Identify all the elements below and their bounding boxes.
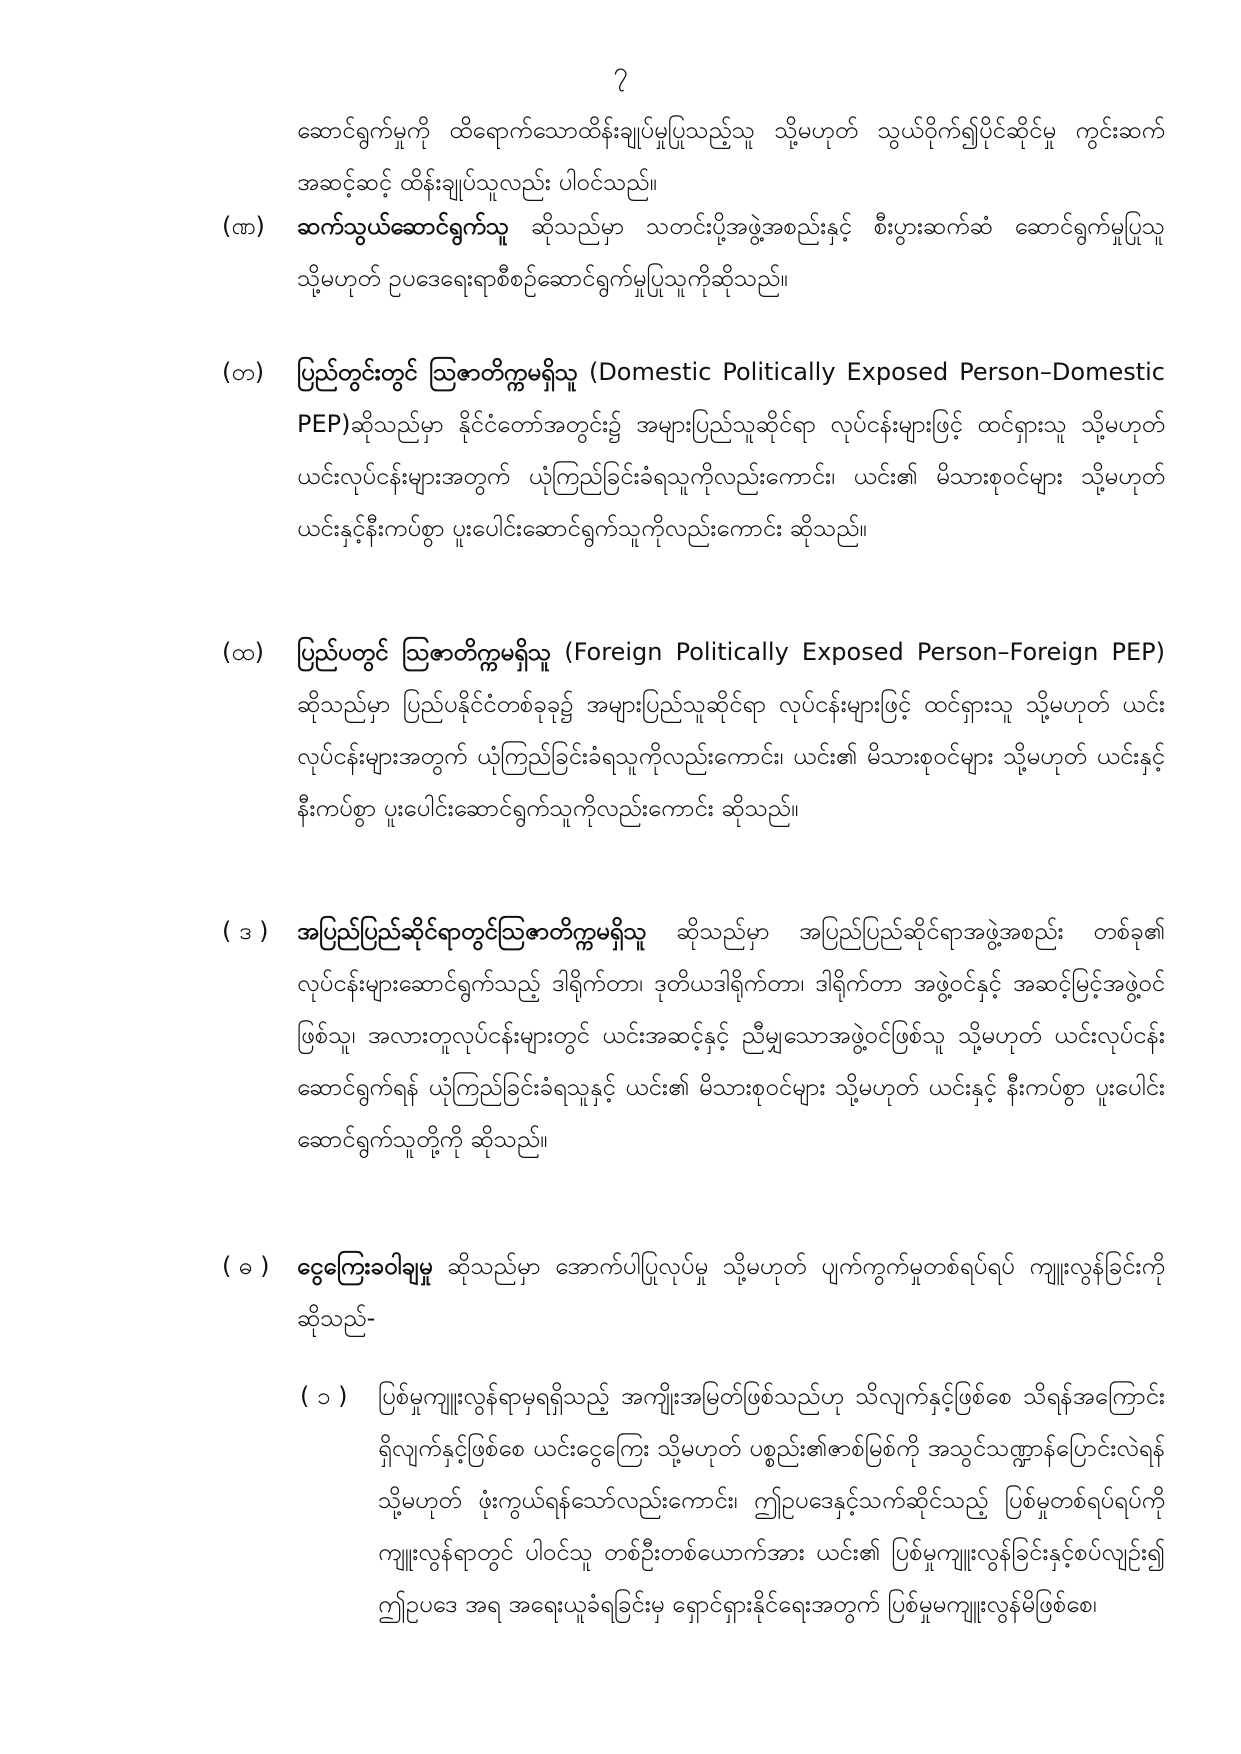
item-text: ဆိုသည်မှာ အောက်ပါပြုလုပ်မှု သို့မဟုတ် ပျက်ကွက်မှုတစ်ရပ်ရပ် ကျူးလွန်ခြင်းကို ဆိုသည်- bbox=[297, 1252, 1165, 1332]
sub-item-text: ပြစ်မှုကျူးလွန်ရာမှရရှိသည့် အကျိုးအမြတ်ဖြစ်သည်ဟု သိလျက်နှင့်ဖြစ်စေ သိရန်အကြောင်းရှိလျက်နှင့်ဖြစ်စေ ယင်းငွေကြေး သို့မဟုတ် ပစ္စည်း၏ဇာစ်မြစ်ကို အသွင်သဏ္ဍာန်ပြောင်းလဲရန် သို့မဟုတ် ဖုံးကွယ်ရန်သော်လည်းကောင်း၊ ဤဥပဒေနှင့်သက်ဆိုင်သည့် ပြစ်မှုတစ်ရပ်ရပ်ကို ကျူးလွန်ရာတွင် ပါဝင်သူ တစ်ဦးတစ်ယောက်အား ယင်း၏ ပြစ်မှုကျူးလွန်ခြင်းနှင့်စပ်လျဉ်း၍ ဤဥပဒေ အရ အရေးယူခံရခြင်းမှ ရှောင်ရှားနိုင်ရေးအတွက် ပြစ်မှုမကျူးလွန်မိဖြစ်စေ၊ bbox=[378, 1382, 1165, 1618]
item-body bbox=[297, 200, 1165, 304]
item-marker: ( ဓ ) bbox=[222, 1252, 270, 1280]
item-body bbox=[297, 346, 1165, 554]
item-term: ပြည်ပတွင် ဩဇာတိက္ကမရှိသူ bbox=[297, 638, 552, 666]
definition-item bbox=[222, 905, 1165, 1217]
item-marker: ( ဒ ) bbox=[222, 917, 269, 945]
item-marker: (တ) bbox=[222, 358, 265, 386]
definition-item bbox=[222, 200, 1165, 304]
item-term: အပြည်ပြည်ဆိုင်ရာတွင်ဩဇာတိက္ကမရှိသူ bbox=[297, 917, 647, 945]
item-marker: (ဏ) bbox=[222, 212, 265, 240]
page-number: ၇ bbox=[613, 57, 628, 87]
item-body bbox=[297, 626, 1165, 834]
item-text: (Foreign Politically Exposed Person–Foreign PEP) ဆိုသည်မှာ ပြည်ပနိုင်ငံတစ်ခုခု၌ အများပြည်သူဆိုင်ရာ လုပ်ငန်းများဖြင့် ထင်ရှားသူ သို့မဟုတ် ယင်းလုပ်ငန်းများအတွက် ယုံကြည်ခြင်းခံရသူကိုလည်းကောင်း၊ ယင်း၏ မိသားစုဝင်များ သို့မဟုတ် ယင်းနှင့်နီးကပ်စွာ ပူးပေါင်းဆောင်ရွက်သူကိုလည်းကောင်း ဆိုသည်။ bbox=[297, 638, 1165, 822]
item-term: ပြည်တွင်းတွင် ဩဇာတိက္ကမရှိသူ bbox=[297, 358, 578, 386]
definition-item bbox=[222, 626, 1165, 886]
item-marker: (ထ) bbox=[222, 638, 264, 666]
item-term: ဆက်သွယ်ဆောင်ရွက်သူ bbox=[297, 212, 510, 240]
item-body bbox=[297, 905, 1165, 1165]
definition-item bbox=[222, 1240, 1165, 1344]
item-term: ငွေကြေးခဝါချမှု bbox=[297, 1252, 433, 1280]
sub-item-marker: ( ၁ ) bbox=[300, 1382, 348, 1410]
item-text: ဆိုသည်မှာ သတင်းပို့အဖွဲ့အစည်းနှင့် စီးပွားဆက်ဆံ ဆောင်ရွက်မှုပြုသူ သို့မဟုတ် ဥပဒေရေးရာစီစဉ်ဆောင်ရွက်မှုပြုသူကိုဆိုသည်။ bbox=[297, 212, 1165, 292]
intro-text: ဆောင်ရွက်မှုကို ထိရောက်သောထိန်းချုပ်မှုပြုသည့်သူ သို့မဟုတ် သွယ်ဝိုက်၍ပိုင်ဆိုင်မှု ကွင်းဆက်အဆင့်ဆင့် ထိန်းချုပ်သူလည်း ပါဝင်သည်။ bbox=[297, 116, 1165, 196]
item-body bbox=[297, 1240, 1165, 1344]
sub-item bbox=[300, 1370, 1165, 1734]
intro-paragraph bbox=[297, 104, 1165, 208]
item-text: (Domestic Politically Exposed Person–Domestic PEP)ဆိုသည်မှာ နိုင်ငံတော်အတွင်း၌ အများပြည်သူဆိုင်ရာ လုပ်ငန်းများဖြင့် ထင်ရှားသူ သို့မဟုတ် ယင်းလုပ်ငန်းများအတွက် ယုံကြည်ခြင်းခံရသူကိုလည်းကောင်း၊ ယင်း၏ မိသားစုဝင်များ သို့မဟုတ် ယင်းနှင့်နီးကပ်စွာ ပူးပေါင်းဆောင်ရွက်သူကိုလည်းကောင်း ဆိုသည်။ bbox=[297, 358, 1165, 542]
definition-item bbox=[222, 346, 1165, 606]
item-text: ဆိုသည်မှာ အပြည်ပြည်ဆိုင်ရာအဖွဲ့အစည်း တစ်ခု၏ လုပ်ငန်းများဆောင်ရွက်သည့် ဒါရိုက်တာ၊ ဒုတိယဒါရိုက်တာ၊ ဒါရိုက်တာ အဖွဲ့ဝင်နှင့် အဆင့်မြင့်အဖွဲ့ဝင်ဖြစ်သူ၊ အလားတူလုပ်ငန်းများတွင် ယင်းအဆင့်နှင့် ညီမျှသောအဖွဲ့ဝင်ဖြစ်သူ သို့မဟုတ် ယင်းလုပ်ငန်းဆောင်ရွက်ရန် ယုံကြည်ခြင်းခံရသူနှင့် ယင်း၏ မိသားစုဝင်များ သို့မဟုတ် ယင်းနှင့် နီးကပ်စွာ ပူးပေါင်းဆောင်ရွက်သူတို့ကို ဆိုသည်။ bbox=[297, 917, 1165, 1153]
